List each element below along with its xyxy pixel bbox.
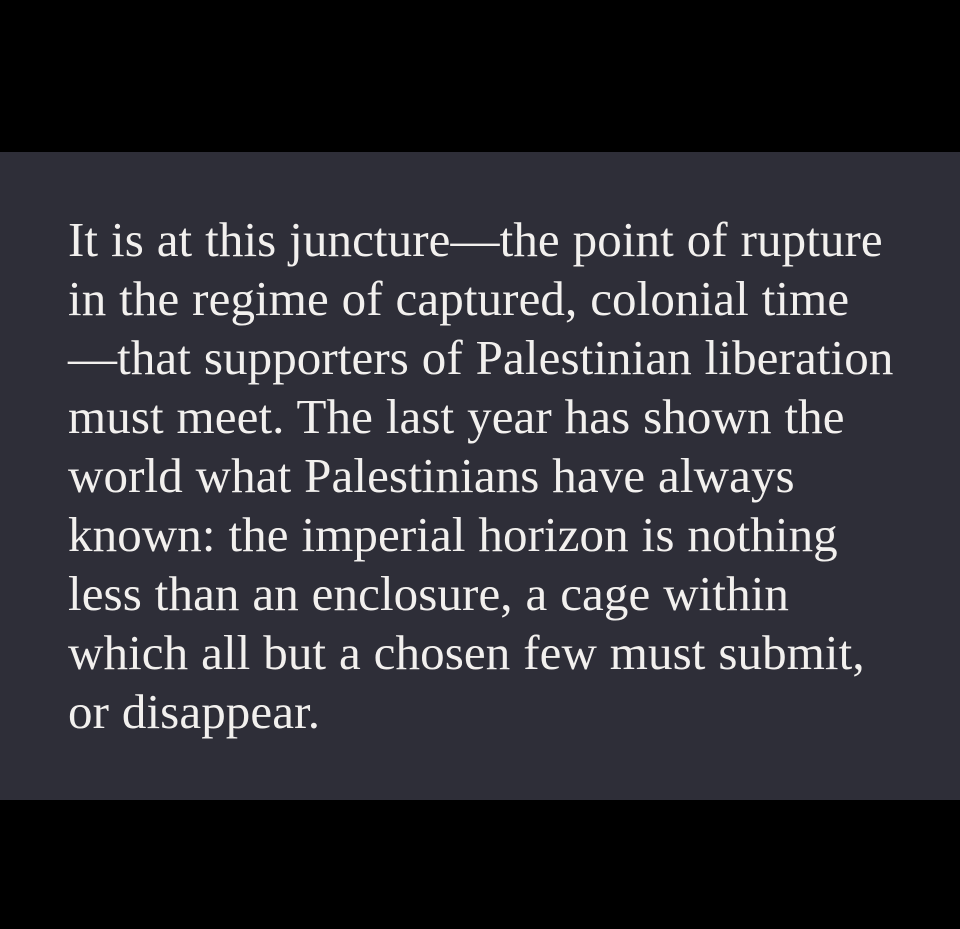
quote-card <box>0 152 960 800</box>
letterbox-top-bar <box>0 0 960 152</box>
quote-paragraph: It is at this juncture—the point of rupture in the regime of captured, colonial time—that supporters of Palestinian liberation must meet. The last year has shown the world what Palestinians have always known: the imperial horizon is nothing less than an enclosure, a cage within which all but a chosen few must submit, or disappear. <box>68 212 907 739</box>
letterbox-bottom-bar <box>0 800 960 929</box>
